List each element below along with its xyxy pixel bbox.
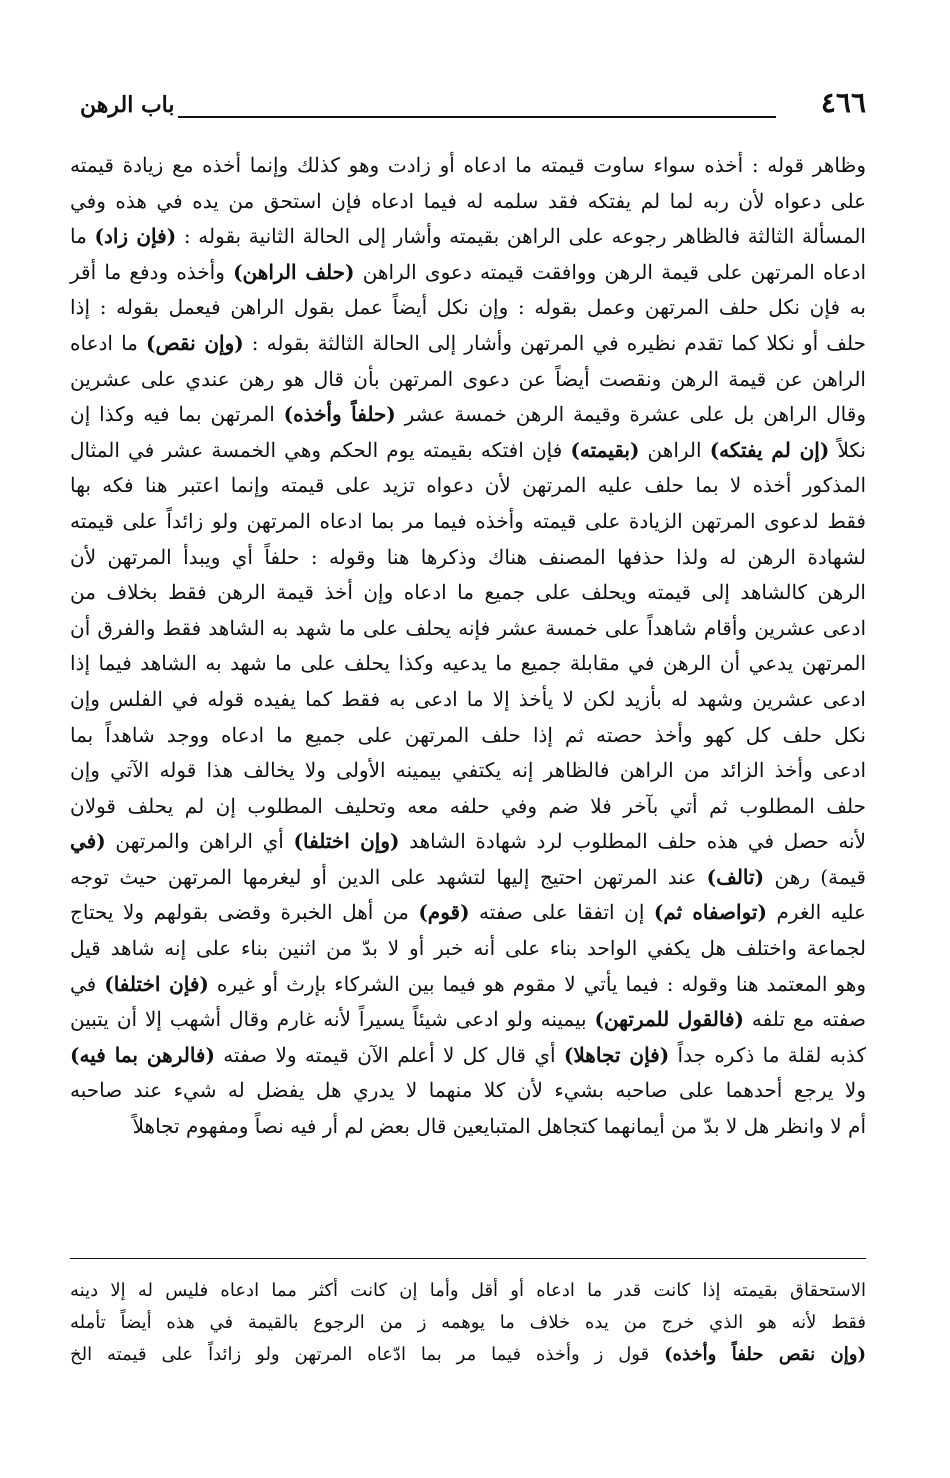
text-line: الراهن عن قيمة الرهن ونقصت أيضاً عن دعوى المرتهن بأن قال هو رهن عندي على عشرين [70, 366, 866, 391]
text-line: نكل حلف كل كهو وأخذ حصته ثم إذا حلف المرتهن على جميع ما ادعاه ووجد شاهداً بما [70, 722, 866, 747]
text-line: ادعى عشرين وأقام شاهداً على خمسة عشر فإنه يحلف على ما شهد به الشاهد فقط والفرق أن [70, 615, 866, 640]
header-rule [178, 116, 776, 118]
text-line: لشهادة الرهن له ولذا حذفها المصنف هناك وذكرها هنا وقوله : حلفاً أي ويبدأ المرتهن لأن [70, 544, 866, 569]
text-line: المذكور أخذه لا بما حلف عليه المرتهن لأن دعواه تزيد على قيمته وإنما اعتبر هنا فكه بها [70, 473, 866, 498]
chapter-title: باب الرهن [80, 92, 175, 118]
text-line: وهو المعتمد هنا وقوله : فيما يأتي لا مقوم هو فيما بين الشركاء بإرث أو غيره (فإن اختلفا) في [70, 971, 866, 996]
text-line: ولا يرجع أحدهما على صاحبه بشيء لأن كلا منهما لا يدري هل يفضل له شيء عند صاحبه [70, 1078, 866, 1103]
text-line: به فإن نكل حلف المرتهن وعمل بقوله : وإن نكل أيضاً عمل بقول الراهن فيعمل بقوله : إذا [70, 295, 866, 320]
footnote-text [70, 1275, 866, 1371]
main-text-body [70, 148, 866, 1145]
text-line: نكلاً (إن لم يفتكه) الراهن (بقيمته) فإن افتكه بقيمته يوم الحكم وهي الخمسة عشر في المثال [70, 437, 866, 462]
footnote-line: فقط لأنه هو الذي خرج من يده خلاف ما يوهمه ز من الرجوع بالقيمة في هذه أيضاً تأمله [70, 1312, 866, 1333]
text-line: ادعاه المرتهن على قيمة الرهن ووافقت قيمته دعوى الراهن (حلف الراهن) وأخذه ودفع ما أقر [70, 259, 867, 284]
text-line: ادعى وأخذ الزائد من الراهن فالظاهر إنه يكتفي بيمينه الأولى ولا يخالف هذا قوله الآتي وإن [70, 758, 866, 783]
text-line: ادعى عشرين وشهد له بأزيد لكن لا يأخذ إلا ما ادعى به فقط كما يفيده قوله في الفلس وإن [70, 686, 866, 711]
text-line: أم لا وانظر هل لا بدّ من أيمانهما كتجاهل المتبايعين قال بعض لم أر فيه نصاً ومفهوم تجاهلاً [132, 1114, 866, 1139]
text-line: وظاهر قوله : أخذه سواء ساوت قيمته ما ادعاه أو زادت وهو كذلك وإنما أخذه مع زيادة قيمته [70, 153, 866, 177]
text-line: قيمة) رهن (تالف) عند المرتهن احتيج إليها لتشهد على الدين أو ليغرمها المرتهن حيث توجه [70, 864, 866, 889]
text-line: لجماعة واختلف هل يكفي الواحد بناء على أنه خبر أو لا بدّ من اثنين بناء على إنه شاهد قيل [70, 936, 866, 961]
text-line: حلف أو نكلا كما تقدم نظيره في المرتهن وأشار إلى الحالة الثالثة بقوله : (وإن نقص) ما ادعاه [70, 330, 866, 355]
text-line: فقط لدعوى المرتهن الزيادة على قيمته وأخذه فيما مر بما ادعاه المرتهن ولو زائداً على قيمته [70, 508, 866, 533]
footnote-line: (وإن نقص حلفاً وأخذه) قول ز وأخذه فيما مر بما ادّعاه المرتهن ولو زائداً على قيمته الخ [70, 1344, 866, 1365]
page-header [80, 88, 866, 128]
text-line: عليه الغرم (تواصفاه ثم) إن اتفقا على صفته (قوم) من أهل الخبرة وقضى بقولهم ولا يحتاج [70, 900, 866, 925]
text-line: حلف المطلوب ثم أتي بآخر فلا ضم وفي حلفه معه وتحليف المطلوب إن لم يحلف قولان [70, 793, 866, 818]
text-line: المرتهن يدعي أن الرهن في مقابلة جميع ما يدعيه وكذا يحلف على ما شهد به الشاهد فيما إذا [70, 651, 866, 676]
text-line: صفته مع تلفه (فالقول للمرتهن) بيمينه ولو ادعى شيئاً يسيراً لأنه غارم وقال أشهب إلا أن يتبين [70, 1007, 866, 1032]
text-line: على دعواه لأن ربه لما لم يفتكه فقد سلمه له فيما ادعاه فإن استحق من يده في هذه وفي [70, 188, 866, 213]
text-line: لأنه حصل في هذه حلف المطلوب لرد شهادة الشاهد (وإن اختلفا) أي الراهن والمرتهن (في [70, 829, 867, 854]
text-line: وقال الراهن بل على عشرة وقيمة الرهن خمسة عشر (حلفاً وأخذه) المرتهن بما فيه وكذا إن [70, 402, 866, 427]
footnote-separator [70, 1258, 866, 1259]
page-number: ٤٦٦ [820, 86, 866, 119]
text-line: كذبه لقلة ما ذكره جداً (فإن تجاهلا) أي قال كل لا أعلم الآن قيمته ولا صفته (فالرهن بما فيه) [70, 1042, 866, 1067]
text-line: المسألة الثالثة فالظاهر رجوعه على الراهن بقيمته وأشار إلى الحالة الثانية بقوله : (فإن زاد) ما [70, 224, 866, 249]
text-line: الرهن كالشاهد إلى قيمته ويحلف على جميع ما ادعاه وإن أخذ قيمة الرهن فقط بخلاف من [70, 580, 866, 605]
footnote-line: الاستحقاق بقيمته إذا كانت قدر ما ادعاه أو أقل وأما إن كانت أكثر مما ادعاه فليس له إلا دينه [70, 1280, 866, 1301]
